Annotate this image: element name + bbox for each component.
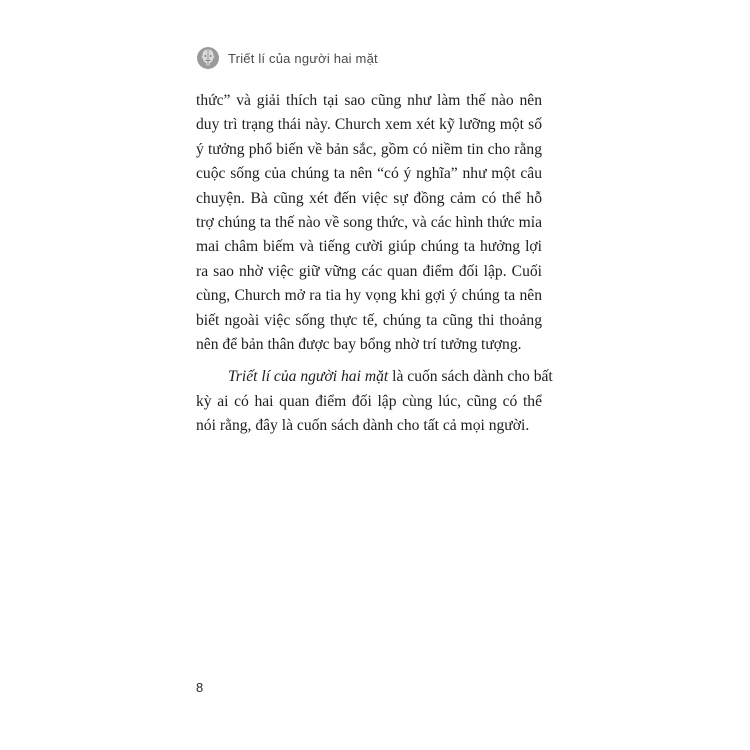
text-line: biết ngoài việc sống thực tế, chúng ta cũng thi thoảng [196, 311, 542, 329]
text-line [196, 365, 553, 389]
text-line: kỳ ai có hai quan điểm đối lập cùng lúc, cũng có thể [196, 392, 542, 410]
text-line: ý tưởng phổ biến về bản sắc, gồm có niềm tin cho rằng [196, 140, 542, 158]
paragraph-1 [196, 89, 542, 357]
book-title: Triết lí của người hai mặt [228, 368, 389, 386]
text-line: nói rằng, đây là cuốn sách dành cho tất cả mọi người. [196, 417, 530, 435]
text-line: ra sao nhờ việc giữ vững các quan điểm đối lập. Cuối [196, 262, 542, 280]
paragraph-2 [196, 365, 553, 438]
body-text [196, 89, 553, 439]
running-header [196, 44, 378, 72]
two-faced-head-icon [196, 46, 220, 70]
text-line: cùng, Church mở ra tia hy vọng khi gợi ý chúng ta nên [196, 287, 542, 305]
text-line: cuộc sống của chúng ta nên “có ý nghĩa” như một câu [196, 165, 542, 183]
text-line: trợ chúng ta thế nào về song thức, và các hình thức mỉa [196, 214, 542, 232]
running-header-title: Triết lí của người hai mặt [228, 50, 378, 66]
text-line: chuyện. Bà cũng xét đến việc sự đồng cảm có thể hỗ [196, 189, 542, 207]
text-line: mai châm biếm và tiếng cười giúp chúng ta hưởng lợi [196, 238, 542, 256]
page-number: 8 [196, 680, 204, 695]
text-line-rest: là cuốn sách dành cho bất [388, 368, 553, 386]
text-line: thức” và giải thích tại sao cũng như làm thế nào nên [196, 92, 542, 109]
text-line: nên để bản thân được bay bổng nhờ trí tưởng tượng. [196, 336, 522, 354]
text-line: duy trì trạng thái này. Church xem xét kỹ lưỡng một số [196, 116, 542, 134]
